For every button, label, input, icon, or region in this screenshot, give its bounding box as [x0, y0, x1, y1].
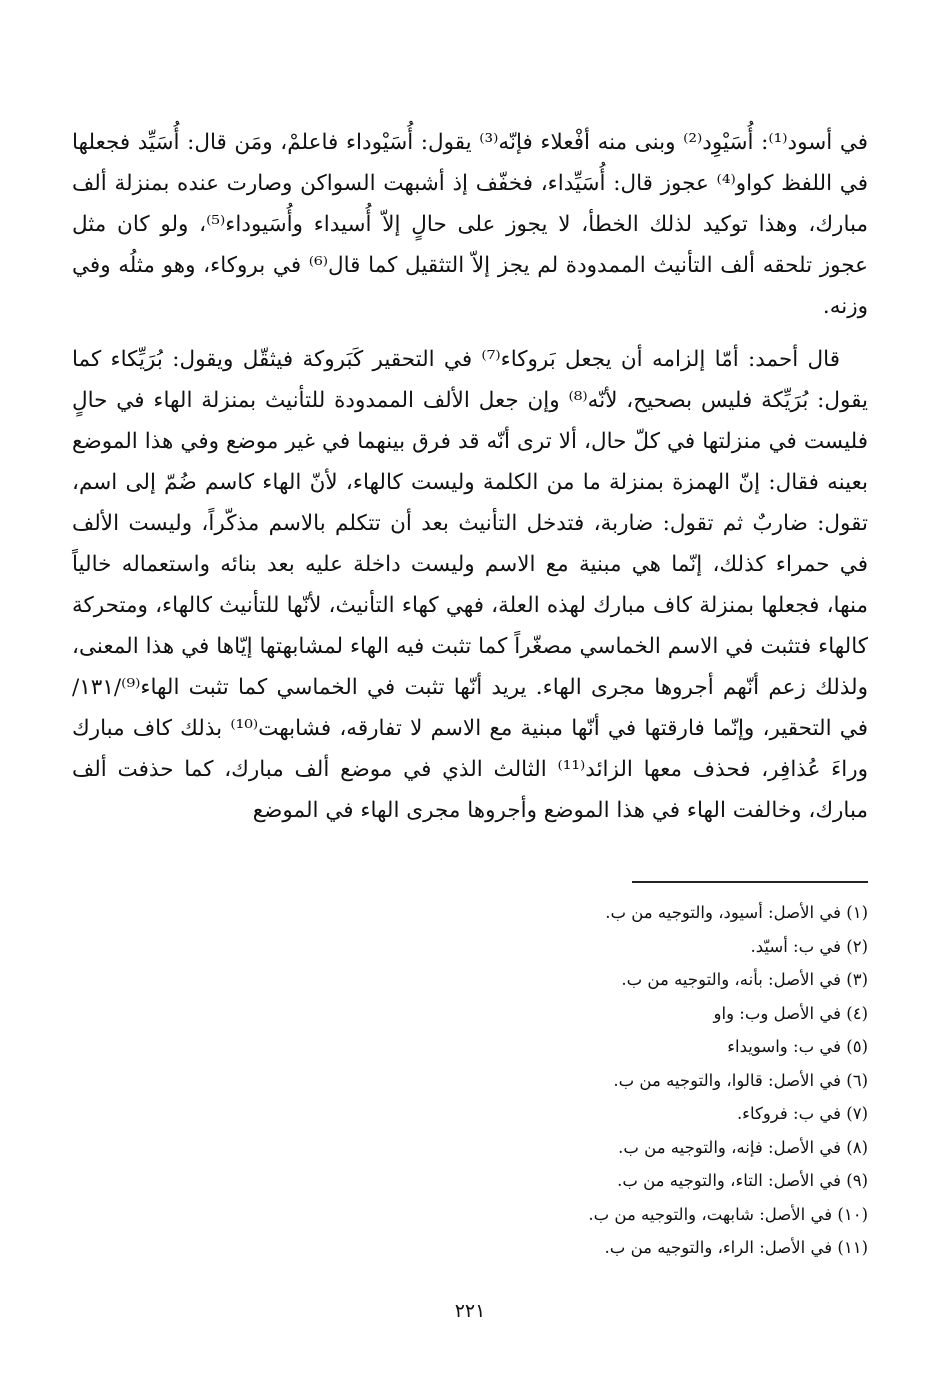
footnote-separator	[632, 881, 868, 883]
footnote-item: (٤) في الأصل وب: واو	[713, 1003, 868, 1023]
footnote-item: (٢) في ب: أسيّد.	[750, 936, 868, 956]
footnote-item: (١١) في الأصل: الراء، والتوجيه من ب.	[604, 1238, 868, 1257]
paragraph: قال أحمد: أمّا إلزامه أن يجعل بَروكاء⁽⁷⁾ في التحقير كَبَروكة فيثقّل ويقول: بُرَيِّكاء كما يقول: بُرَيِّكة فليس بصحيح، لأنّه⁽⁸⁾ وإن جعل الألف الممدودة للتأنيث بمنزلة الهاء في حالٍ فليست في منزلتها في كلّ حال، ألا ترى أنّه قد فرق بينهما في غير موضع وفي هذا الموضع بعينه فقال: إنّ الهمزة بمنزلة ما من الكلمة وليست كالهاء، لأنّ الهاء كاسم ضُمّ إلى اسم، تقول: ضاربٌ ثم تقول: ضاربة، فتدخل التأنيث بعد أن تتكلم بالاسم مذكّراً، وليست الألف في حمراء كذلك، إنّما هي مبنية مع الاسم وليست داخلة عليه بعد بنائه واستعماله خالياً منها، فجعلها بمنزلة كاف مبارك لهذه العلة، فهي كهاء التأنيث، لأنّها للتأنيث كالهاء، ومتحركة كالهاء فتثبت في الاسم الخماسي مصغّراً كما تثبت فيه الهاء لمشابهتها إيّاها في هذا المعنى، ولذلك زعم أنّهم أجروها مجرى الهاء. يريد أنّها تثبت في الخماسي كما تثبت الهاء⁽⁹⁾/١٣١/ في التحقير، وإنّما فارقتها في أنّها مبنية مع الاسم لا تفارقه، فشابهت⁽¹⁰⁾ بذلك كاف مبارك وراءَ عُذافِر، فحذف معها الزائد⁽¹¹⁾ الثالث الذي في موضع ألف مبارك، كما حذفت ألف مبارك، وخالفت الهاء في هذا الموضع وأجروها مجرى الهاء في الموضع	[72, 347, 868, 823]
footnote-item: (٥) في ب: واسويداء	[727, 1037, 868, 1056]
paragraph: في أسود⁽¹⁾: أُسَيْوِد⁽²⁾ وبنى منه أفْعلاء فإنّه⁽³⁾ يقول: أُسَيْوداء فاعلمْ، ومَن قال: أُسَيِّد فجعلها في اللفظ كواو⁽⁴⁾ عجوز قال: أُسَيِّداء، فخفّف إذ أشبهت السواكن وصارت عنده بمنزلة ألف مبارك، وهذا توكيد لذلك الخطأ، لا يجوز على حالٍ إلاّ أُسيداء وأُسَيوداء⁽⁵⁾، ولو كان مثل عجوز تلحقه ألف التأنيث الممدودة لم يجز إلاّ التثقيل كما قال⁽⁶⁾ في بروكاء، وهو مثلُه وفي وزنه.	[72, 130, 869, 319]
footnote-item: (١٠) في الأصل: شابهت، والتوجيه من ب.	[588, 1204, 868, 1224]
footnotes-list	[72, 896, 868, 1265]
footnote-item: (١) في الأصل: أسيود، والتوجيه من ب.	[605, 903, 868, 922]
page-number: ٢٢١	[454, 1300, 486, 1322]
body-text	[72, 122, 868, 831]
footnote-item: (٩) في الأصل: التاء، والتوجيه من ب.	[617, 1171, 868, 1190]
footnote-item: (٧) في ب: فروكاء.	[736, 1104, 868, 1123]
footnote-item: (٨) في الأصل: فإنه، والتوجيه من ب.	[618, 1137, 868, 1157]
footnote-item: (٦) في الأصل: قالوا، والتوجيه من ب.	[613, 1070, 868, 1090]
footnote-item: (٣) في الأصل: بأنه، والتوجيه من ب.	[621, 970, 868, 989]
